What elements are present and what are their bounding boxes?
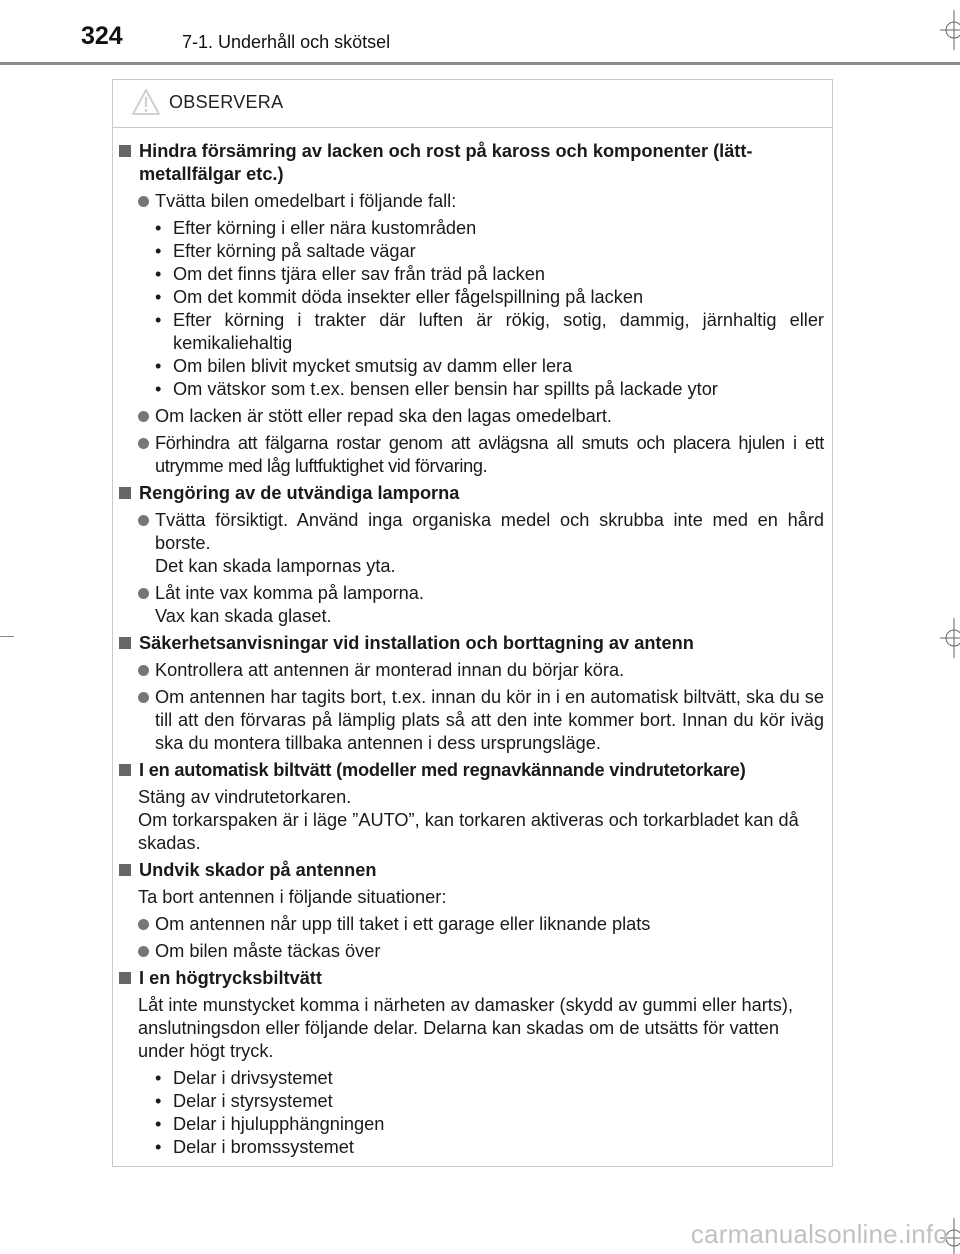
page-number: 324 <box>81 22 123 50</box>
bullet-item: Tvätta bilen omedelbart i följande fall: <box>113 190 824 213</box>
notice-label: OBSERVERA <box>169 91 284 112</box>
paragraph: Ta bort antennen i följande situationer: <box>138 887 447 907</box>
crop-tick-left <box>0 636 14 637</box>
sub-item: • Efter körning på saltade vägar <box>155 241 416 261</box>
sub-item: • Delar i bromssystemet <box>155 1137 354 1157</box>
round-bullet-icon <box>138 196 149 207</box>
sub-item: • Om det finns tjära eller sav från träd på lacken <box>155 264 546 284</box>
section-title: 7-1. Underhåll och skötsel <box>182 32 391 52</box>
round-bullet-icon <box>138 692 149 703</box>
round-bullet-icon <box>138 665 149 676</box>
square-bullet-icon <box>119 145 131 157</box>
crop-mark-top-right <box>940 10 960 50</box>
sub-item: • Om vätskor som t.ex. bensen eller bensin har spillts på lackade ytor <box>155 379 718 399</box>
sub-list <box>113 1067 824 1159</box>
warning-triangle-icon <box>131 88 161 116</box>
square-bullet-icon <box>119 637 131 649</box>
paragraph: Låt inte munstycket komma i närheten av damasker (skydd av gummi eller harts), anslutningsdon eller följande delar. Delarna kan skadas om de utsätts för vatten under högt tryck. <box>138 995 794 1061</box>
section-heading: Rengöring av de utvändiga lamporna <box>113 482 824 505</box>
sub-item: • Delar i styrsystemet <box>155 1091 333 1111</box>
sub-item: • Om det kommit döda insekter eller fågelspillning på lacken <box>155 287 644 307</box>
bullet-item: Om antennen har tagits bort, t.ex. innan du kör in i en automatisk biltvätt, ska du se till att den förvaras på lämplig plats så att den inte kommer bort. Innan du kör iväg ska du montera tillbaka antennen i dess ursprungsläge. <box>113 686 824 755</box>
square-bullet-icon <box>119 487 131 499</box>
notice-content <box>113 136 832 1159</box>
square-bullet-icon <box>119 972 131 984</box>
sub-item: • Om bilen blivit mycket smutsig av damm eller lera <box>155 356 573 376</box>
section-heading: Säkerhetsanvisningar vid installation och borttagning av antenn <box>113 632 824 655</box>
notice-divider <box>113 127 832 128</box>
bullet-item: Tvätta försiktigt. Använd inga organiska medel och skrubba inte med en hård borste. Det kan skada lampornas yta. <box>113 509 824 578</box>
notice-box <box>112 79 833 1167</box>
square-bullet-icon <box>119 864 131 876</box>
sub-item: • Delar i hjulupphängningen <box>155 1114 385 1134</box>
round-bullet-icon <box>138 515 149 526</box>
sub-item: • Efter körning i trakter där luften är rökig, sotig, dammig, järnhaltig eller kemikaliehaltig <box>155 310 824 353</box>
round-bullet-icon <box>138 411 149 422</box>
bullet-item: Om antennen når upp till taket i ett garage eller liknande plats <box>113 913 824 936</box>
section-heading: I en automatisk biltvätt (modeller med regnavkännande vindrutetorkare) <box>113 759 824 782</box>
square-bullet-icon <box>119 764 131 776</box>
bullet-item: Om lacken är stött eller repad ska den lagas omedelbart. <box>113 405 824 428</box>
section-heading: Hindra försämring av lacken och rost på kaross och komponenter (lätt-metallfälgar etc.) <box>113 140 824 186</box>
round-bullet-icon <box>138 588 149 599</box>
bullet-item: Om bilen måste täckas över <box>113 940 824 963</box>
section-heading: Undvik skador på antennen <box>113 859 824 882</box>
bullet-item: Kontrollera att antennen är monterad innan du börjar köra. <box>113 659 824 682</box>
crop-mark-mid-right <box>940 618 960 658</box>
sub-item: • Delar i drivsystemet <box>155 1068 333 1088</box>
bullet-item: Låt inte vax komma på lamporna. Vax kan skada glaset. <box>113 582 824 628</box>
header-rule <box>0 62 960 65</box>
sub-item: • Efter körning i eller nära kustområden <box>155 218 477 238</box>
section-heading: I en högtrycksbiltvätt <box>113 967 824 990</box>
bullet-item: Förhindra att fälgarna rostar genom att avlägsna all smuts och placera hjulen i ett utrymme med låg luftfuktighet vid förvaring. <box>113 432 824 478</box>
round-bullet-icon <box>138 919 149 930</box>
round-bullet-icon <box>138 946 149 957</box>
notice-header <box>131 84 283 120</box>
round-bullet-icon <box>138 438 149 449</box>
paragraph: Stäng av vindrutetorkaren. Om torkarspaken är i läge ”AUTO”, kan torkaren aktiveras och torkarbladet kan då skadas. <box>138 787 799 853</box>
sub-list <box>113 217 824 401</box>
watermark: carmanualsonline.info <box>690 1219 948 1249</box>
